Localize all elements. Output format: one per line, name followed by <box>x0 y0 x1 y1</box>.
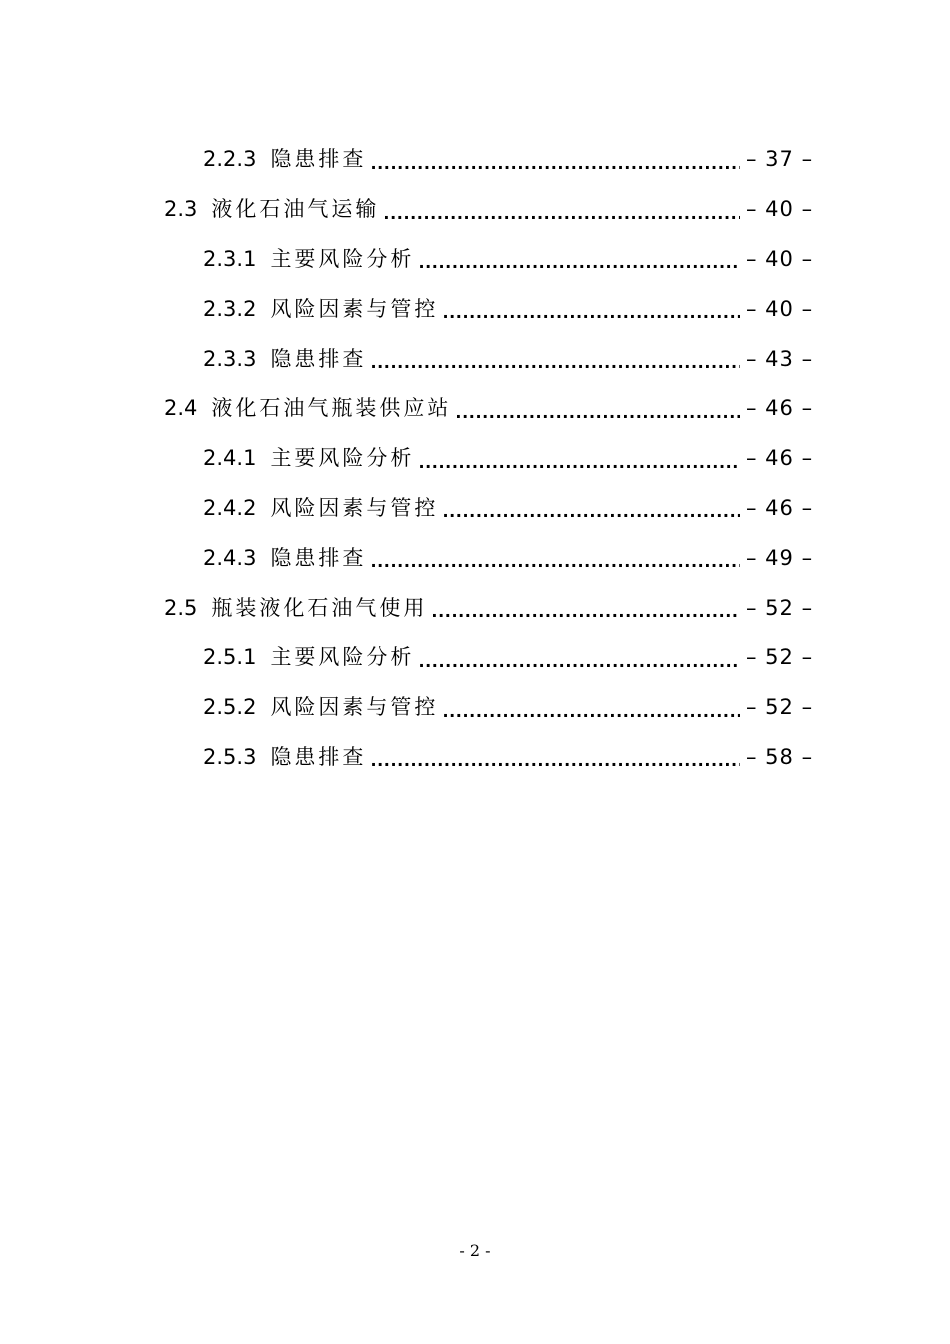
toc-entry-page: – 58 – <box>746 744 814 769</box>
toc-entry-title: 液化石油气瓶装供应站 <box>211 396 452 421</box>
toc-entry-number: 2.4.3 <box>203 545 257 570</box>
toc-entry-page: – 46 – <box>746 495 814 520</box>
toc-entry-number: 2.4 <box>164 396 198 421</box>
toc-entry-number: 2.3.2 <box>203 296 257 321</box>
toc-dot-leader <box>431 604 740 620</box>
toc-dot-leader <box>370 156 740 172</box>
toc-dot-leader <box>442 504 740 520</box>
toc-entry-number: 2.4.1 <box>203 446 257 471</box>
toc-entry-page: – 40 – <box>746 197 814 222</box>
toc-entry[interactable] <box>0 334 950 384</box>
toc-entry[interactable] <box>0 533 950 583</box>
toc-dot-leader <box>442 704 740 720</box>
toc-entry-number: 2.4.2 <box>203 495 257 520</box>
toc-entry-title: 风险因素与管控 <box>270 695 439 720</box>
toc-entry[interactable] <box>0 284 950 334</box>
toc-entry-number: 2.5.3 <box>203 744 257 769</box>
toc-entry-title: 隐患排查 <box>270 147 367 172</box>
toc-entry-page: – 52 – <box>746 595 814 620</box>
toc-entry-number: 2.3 <box>164 197 198 222</box>
toc-dot-leader <box>418 455 740 471</box>
toc-entry-number: 2.5 <box>164 595 198 620</box>
toc-dot-leader <box>383 206 740 222</box>
toc-dot-leader <box>442 305 740 321</box>
toc-entry[interactable] <box>0 683 950 733</box>
toc-entry-title: 主要风险分析 <box>270 246 415 271</box>
toc-entry-number: 2.5.1 <box>203 645 257 670</box>
toc-entry[interactable] <box>0 733 950 783</box>
toc-entry-title: 隐患排查 <box>270 545 367 570</box>
toc-entry-page: – 40 – <box>746 296 814 321</box>
toc-entry-title: 风险因素与管控 <box>270 296 439 321</box>
toc-entry-page: – 43 – <box>746 346 814 371</box>
toc-dot-leader <box>418 255 740 271</box>
toc-entry-page: – 40 – <box>746 246 814 271</box>
toc-entry-number: 2.3.3 <box>203 346 257 371</box>
toc-entry[interactable] <box>0 434 950 484</box>
toc-dot-leader <box>370 554 740 570</box>
toc-entry-title: 液化石油气运输 <box>211 197 380 222</box>
toc-entry-number: 2.5.2 <box>203 695 257 720</box>
toc-entry[interactable] <box>0 583 950 633</box>
toc-entry[interactable] <box>0 484 950 534</box>
toc-entry[interactable] <box>0 384 950 434</box>
toc-entry-page: – 52 – <box>746 695 814 720</box>
toc-entry-page: – 49 – <box>746 545 814 570</box>
toc-entry-title: 隐患排查 <box>270 346 367 371</box>
toc-dot-leader <box>370 753 740 769</box>
page-number: - 2 - <box>459 1241 491 1260</box>
toc-entry[interactable] <box>0 633 950 683</box>
toc-dot-leader <box>418 654 740 670</box>
toc-entry-page: – 46 – <box>746 446 814 471</box>
toc-dot-leader <box>455 405 740 421</box>
toc-entry-number: 2.2.3 <box>203 147 257 172</box>
toc-entry-title: 风险因素与管控 <box>270 495 439 520</box>
toc-entry[interactable] <box>0 135 950 185</box>
toc-entry[interactable] <box>0 185 950 235</box>
toc-entry-page: – 37 – <box>746 147 814 172</box>
toc-entry-page: – 46 – <box>746 396 814 421</box>
toc-entry-title: 主要风险分析 <box>270 645 415 670</box>
toc-entry[interactable] <box>0 235 950 285</box>
toc-entry-page: – 52 – <box>746 645 814 670</box>
toc-entry-title: 隐患排查 <box>270 744 367 769</box>
table-of-contents <box>0 135 950 782</box>
toc-entry-title: 瓶装液化石油气使用 <box>211 595 428 620</box>
toc-dot-leader <box>370 355 740 371</box>
toc-entry-title: 主要风险分析 <box>270 446 415 471</box>
toc-entry-number: 2.3.1 <box>203 246 257 271</box>
